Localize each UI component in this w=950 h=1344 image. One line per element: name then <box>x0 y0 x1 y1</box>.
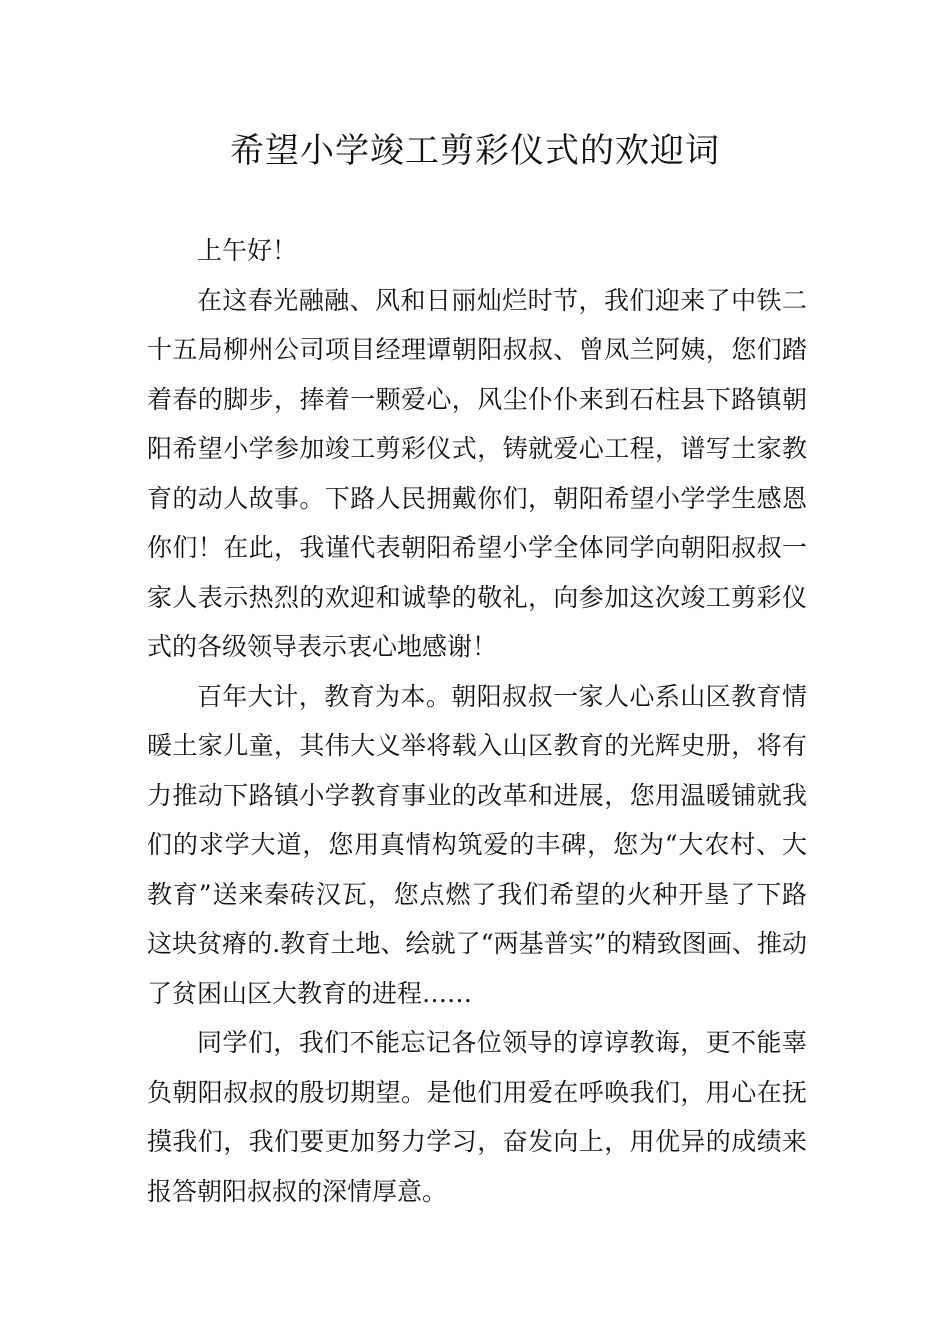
education-paragraph: 百年大计，教育为本。朝阳叔叔一家人心系山区教育情暖土家儿童，其伟大义举将载入山区教育的光辉史册，将有力推动下路镇小学教育事业的改革和进展，您用温暖铺就我们的求学大道，您用真情构筑爱的丰碑，您为“大农村、大教育”送来秦砖汉瓦，您点燃了我们希望的火种开垦了下路这块贫瘠的.教育土地、绘就了“两基普实”的精致图画、推动了贫困山区大教育的进程…… <box>147 681 807 1008</box>
greeting-paragraph: 上午好！ <box>197 236 298 265</box>
welcome-paragraph: 在这春光融融、风和日丽灿烂时节，我们迎来了中铁二十五局柳州公司项目经理谭朝阳叔叔、曾凤兰阿姨，您们踏着春的脚步，捧着一颗爱心，风尘仆仆来到石柱县下路镇朝阳希望小学参加竣工剪彩仪式，铸就爱心工程，谱写土家教育的动人故事。下路人民拥戴你们，朝阳希望小学学生感恩你们！在此，我谨代表朝阳希望小学全体同学向朝阳叔叔一家人表示热烈的欢迎和诚挚的敬礼，向参加这次竣工剪彩仪式的各级领导表示衷心地感谢！ <box>147 285 807 661</box>
closing-paragraph: 同学们，我们不能忘记各位领导的谆谆教诲，更不能辜负朝阳叔叔的殷切期望。是他们用爱在呼唤我们，用心在抚摸我们，我们要更加努力学习，奋发向上，用优异的成绩来报答朝阳叔叔的深情厚意。 <box>147 1028 807 1206</box>
document-body <box>147 226 807 1216</box>
document-title: 希望小学竣工剪彩仪式的欢迎词 <box>230 131 720 171</box>
